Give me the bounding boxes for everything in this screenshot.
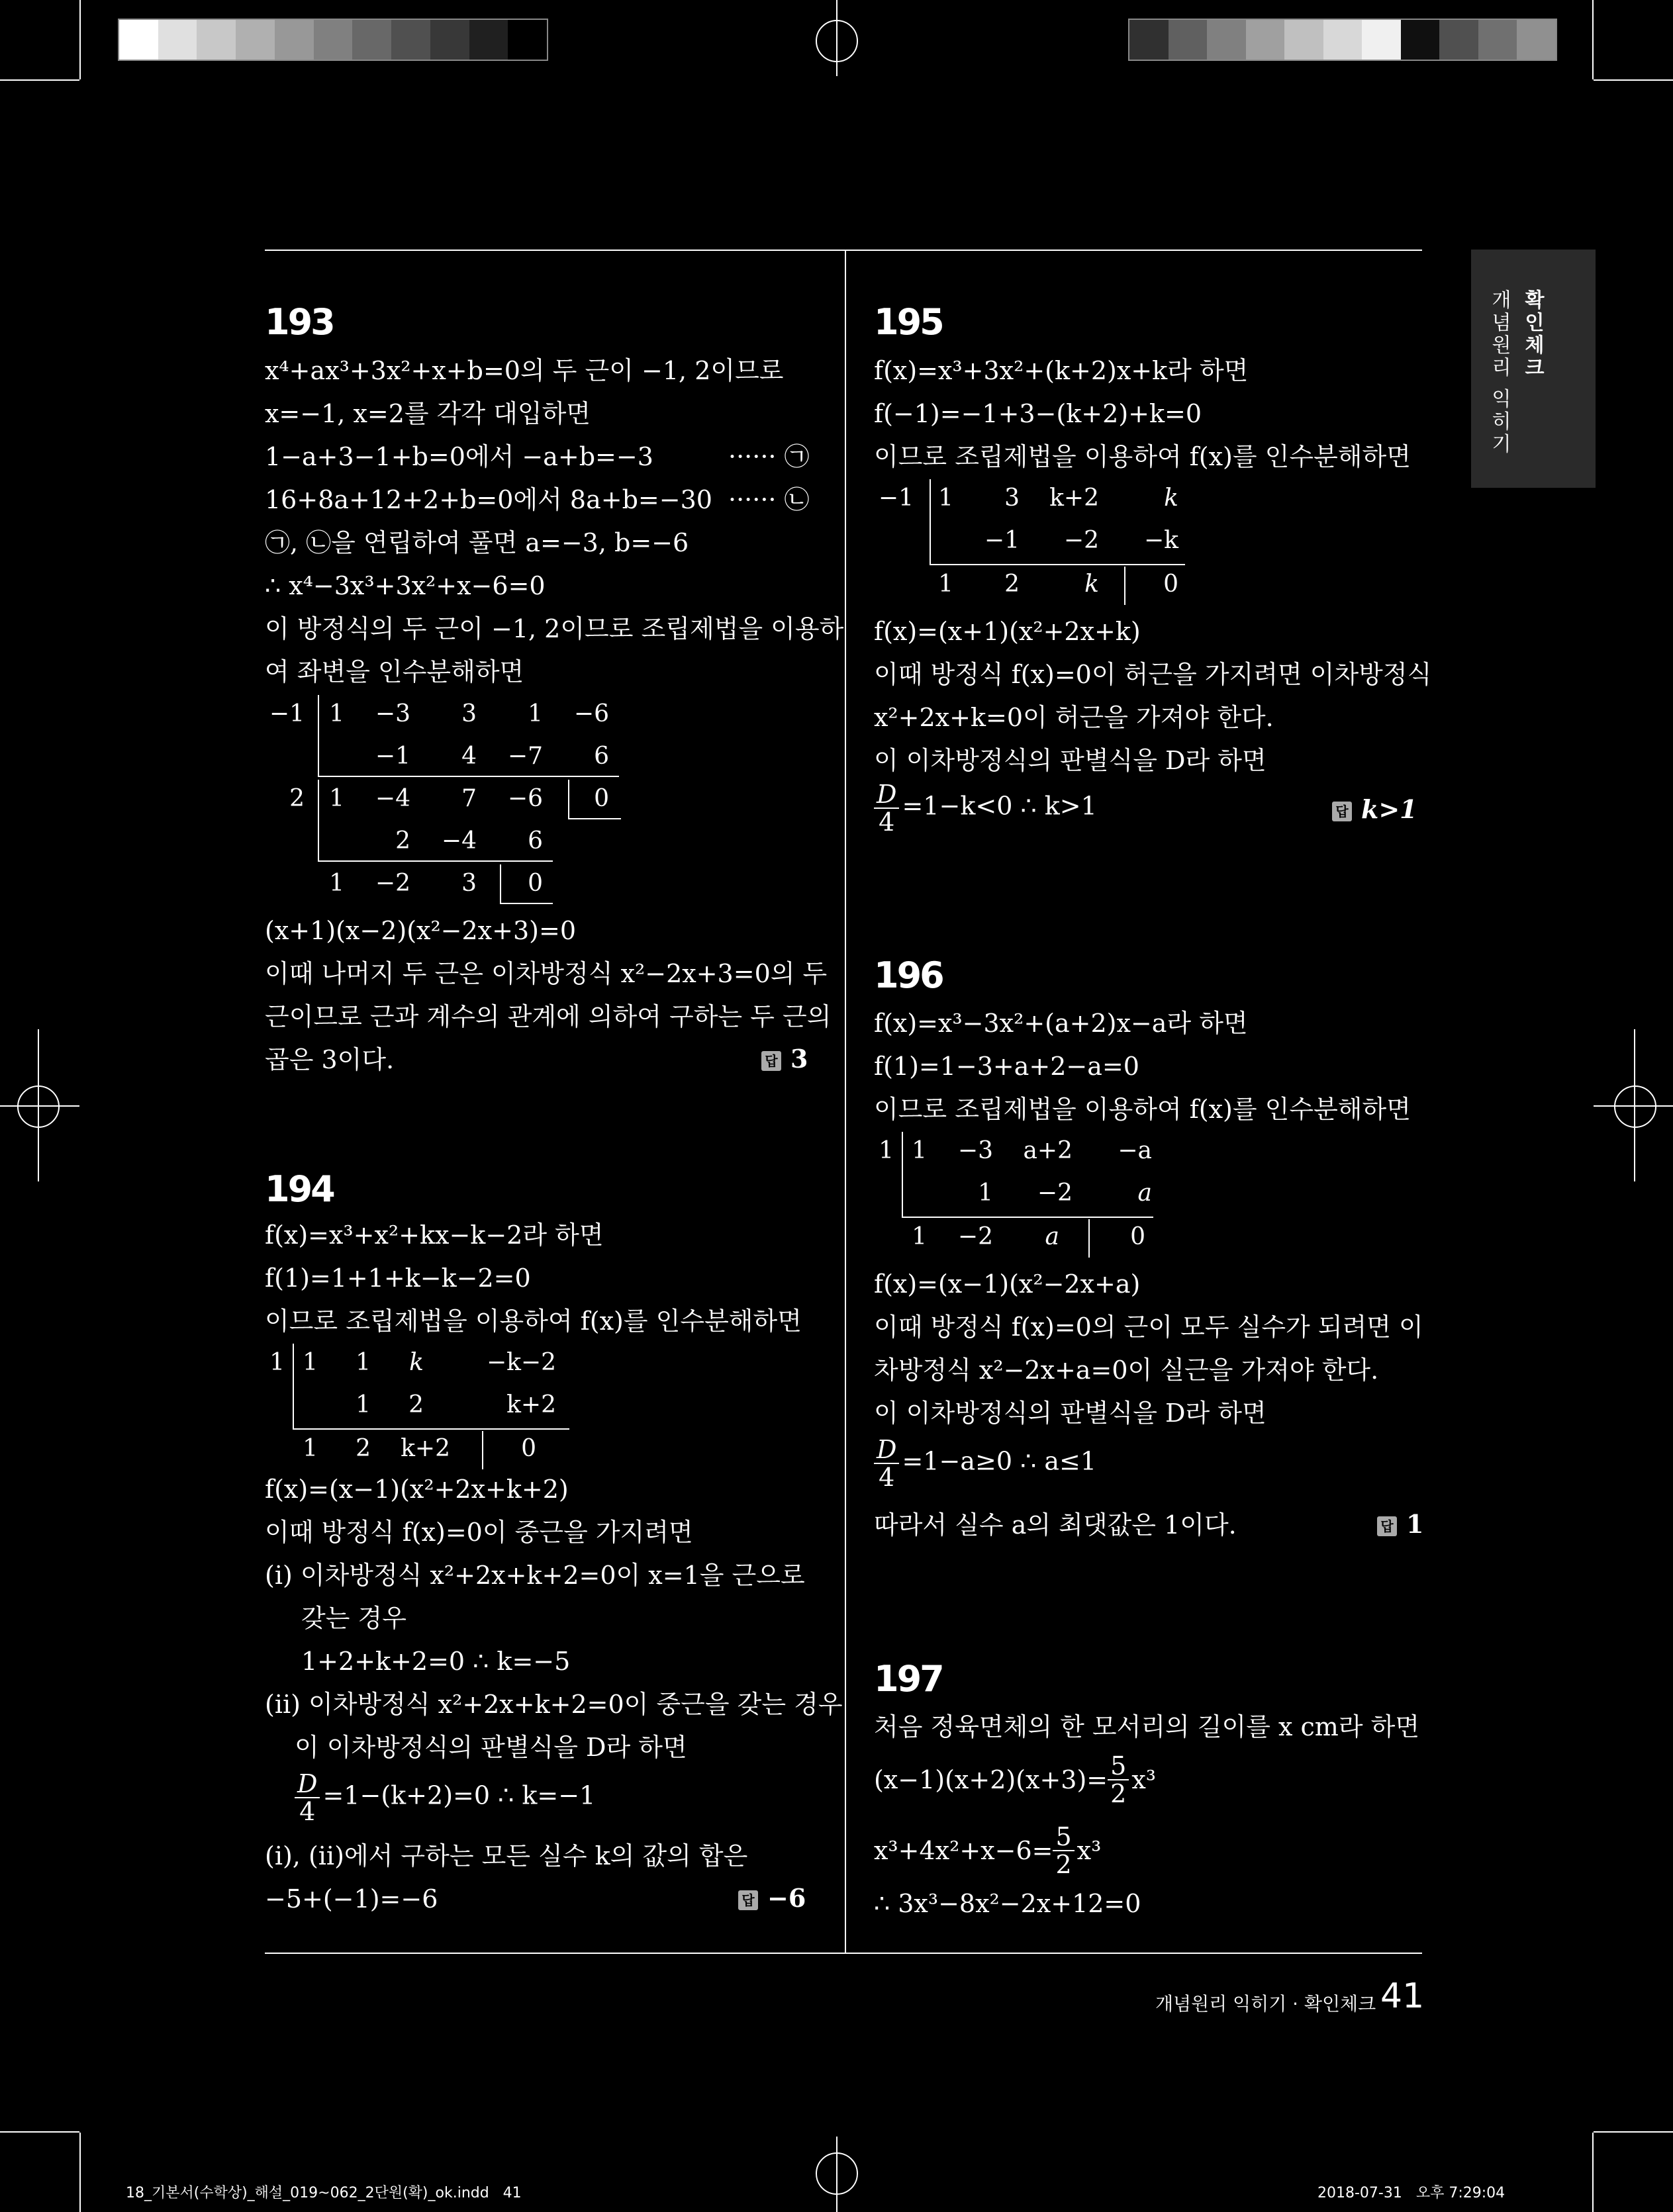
text-line: f(x)=(x−1)(x²+2x+k+2)	[265, 1475, 569, 1504]
cell: −4	[375, 785, 410, 812]
divisor: 2	[289, 785, 305, 812]
text-line: x⁴+ax³+3x²+x+b=0의 두 근이 −1, 2이므로	[265, 356, 784, 385]
text-line: 여 좌변을 인수분해하면	[265, 657, 524, 686]
fraction-line	[874, 781, 1097, 835]
cell: 7	[461, 785, 477, 812]
cell: 1	[329, 870, 344, 897]
cell: k+2	[1049, 484, 1099, 512]
text-line: 16+8a+12+2+b=0에서 8a+b=−30	[265, 485, 712, 514]
cell: 6	[594, 743, 609, 770]
cell: 1	[303, 1349, 318, 1376]
problem-number: 197	[874, 1658, 943, 1700]
footer-label: 개념원리 익히기 · 확인체크	[1155, 1993, 1376, 2015]
remainder: 0	[521, 1435, 536, 1462]
text-line: (ⅰ), (ⅱ)에서 구하는 모든 실수 k의 값의 합은	[265, 1841, 748, 1870]
problem-number: 195	[874, 301, 943, 343]
text-line: x³+4x²+x−6=	[874, 1836, 1053, 1865]
cell: 1	[938, 484, 953, 512]
answer-value: k>1	[1361, 794, 1417, 824]
cell: 2	[395, 827, 410, 854]
text-line: =1−k<0 ∴ k>1	[902, 791, 1097, 821]
text-line: (x−1)(x+2)(x+3)=	[874, 1765, 1108, 1794]
cell: −1	[375, 743, 410, 770]
text-line: f(x)=x³+x²+kx−k−2라 하면	[265, 1221, 604, 1250]
fraction-denominator: 2	[1110, 1779, 1127, 1808]
answer-badge: 답	[761, 1051, 781, 1071]
text-line: 1+2+k+2=0 ∴ k=−5	[301, 1647, 571, 1676]
text-line: 이므로 조립제법을 이용하여 f(x)를 인수분해하면	[874, 1095, 1411, 1124]
text-line: 처음 정육면체의 한 모서리의 길이를 x cm라 하면	[874, 1712, 1420, 1741]
fraction-numerator: 5	[1053, 1823, 1074, 1851]
answer-badge: 답	[1332, 802, 1352, 821]
cell: 3	[1004, 484, 1020, 512]
cell: −2	[1037, 1179, 1073, 1207]
cell: −1	[984, 527, 1020, 554]
text-line: 이때 방정식 f(x)=0이 중근을 가지려면	[265, 1518, 693, 1547]
remainder: 0	[1163, 571, 1178, 598]
page-number: 41	[1380, 1976, 1425, 2016]
fraction-denominator: 4	[879, 1463, 895, 1492]
cell: k	[409, 1349, 424, 1376]
bottom-rule	[265, 1953, 1422, 1954]
text-line: f(1)=1−3+a+2−a=0	[874, 1052, 1139, 1081]
cell: a	[1137, 1179, 1152, 1207]
color-bar-right	[1128, 19, 1557, 61]
side-tab-line2: 개념원리 익히기	[1488, 289, 1511, 456]
cell: 3	[461, 700, 477, 727]
fraction-numerator: D	[295, 1771, 320, 1798]
text-line: 1−a+3−1+b=0에서 −a+b=−3	[265, 442, 653, 471]
fraction-line	[874, 1753, 1156, 1807]
problem-number: 193	[265, 301, 334, 343]
answer	[1332, 794, 1417, 824]
cell: −7	[507, 743, 543, 770]
cell: 2	[1004, 571, 1020, 598]
text-line: 이므로 조립제법을 이용하여 f(x)를 인수분해하면	[265, 1307, 802, 1336]
text-line: ∴ 3x³−8x²−2x+12=0	[874, 1889, 1141, 1918]
text-line: 차방정식 x²−2x+a=0이 실근을 가져야 한다.	[874, 1356, 1379, 1385]
fraction-line	[295, 1771, 595, 1825]
text-line: ∴ x⁴−3x³+3x²+x−6=0	[265, 571, 546, 600]
cell: 1	[912, 1137, 927, 1164]
cell: a+2	[1023, 1137, 1073, 1164]
text-line: 따라서 실수 a의 최댓값은 1이다.	[874, 1510, 1237, 1540]
text-line: x³	[1076, 1836, 1102, 1865]
text-line: x²+2x+k=0이 허근을 가져야 한다.	[874, 703, 1274, 732]
cell: 6	[528, 827, 543, 854]
divisor: −1	[269, 700, 305, 727]
text-line: =1−a≥0 ∴ a≤1	[902, 1446, 1097, 1476]
text-line: f(x)=(x+1)(x²+2x+k)	[874, 617, 1141, 646]
cell: −4	[441, 827, 477, 854]
cell: 1	[329, 785, 344, 812]
problem-number: 196	[874, 954, 943, 996]
cell: k	[1084, 571, 1099, 598]
synthetic-division-193	[265, 695, 636, 913]
synthetic-division-196	[874, 1132, 1192, 1264]
fraction-numerator: D	[874, 781, 899, 809]
cell: −k−2	[486, 1349, 556, 1376]
divisor: 1	[269, 1349, 285, 1376]
cell: 1	[356, 1391, 371, 1418]
fraction-denominator: 4	[299, 1797, 316, 1826]
column-divider	[845, 250, 846, 1954]
fraction-denominator: 2	[1055, 1850, 1072, 1879]
text-line: 이때 나머지 두 근은 이차방정식 x²−2x+3=0의 두	[265, 959, 828, 988]
fraction-numerator: D	[874, 1436, 899, 1464]
cell: −6	[573, 700, 609, 727]
fraction-denominator: 4	[879, 807, 895, 837]
text-line: f(x)=x³+3x²+(k+2)x+k라 하면	[874, 356, 1249, 385]
synthetic-division-194	[265, 1344, 583, 1476]
answer-badge: 답	[1377, 1516, 1397, 1536]
text-line: (ⅱ) 이차방정식 x²+2x+k+2=0이 중근을 갖는 경우	[265, 1690, 843, 1719]
equation-tag: ······ ㉡	[728, 485, 810, 514]
text-line: ㉠, ㉡을 연립하여 풀면 a=−3, b=−6	[265, 528, 689, 557]
answer-value: 1	[1406, 1509, 1424, 1539]
cell: a	[1045, 1223, 1059, 1250]
synthetic-division-195	[874, 479, 1205, 612]
cell: 1	[329, 700, 344, 727]
cell: k+2	[401, 1435, 450, 1462]
text-line: 이 방정식의 두 근이 −1, 2이므로 조립제법을 이용하	[265, 614, 844, 643]
answer	[738, 1883, 806, 1913]
problem-number: 194	[265, 1168, 334, 1210]
cell: −k	[1144, 527, 1178, 554]
answer-badge: 답	[738, 1890, 758, 1910]
text-line: f(x)=(x−1)(x²−2x+a)	[874, 1269, 1141, 1299]
remainder: 0	[528, 870, 543, 897]
answer	[1377, 1509, 1423, 1539]
text-line: 이 이차방정식의 판별식을 D라 하면	[874, 1399, 1267, 1428]
cell: 1	[528, 700, 543, 727]
cell: k+2	[506, 1391, 556, 1418]
text-line: x³	[1131, 1765, 1156, 1794]
text-line: (ⅰ) 이차방정식 x²+2x+k+2=0이 x=1을 근으로	[265, 1561, 805, 1590]
text-line: f(−1)=−1+3−(k+2)+k=0	[874, 399, 1202, 428]
cell: −3	[375, 700, 410, 727]
cell: −2	[1063, 527, 1099, 554]
divisor: 1	[879, 1137, 894, 1164]
answer-value: −6	[767, 1883, 806, 1913]
cell: 1	[978, 1179, 993, 1207]
cell: −a	[1118, 1137, 1152, 1164]
cell: −6	[507, 785, 543, 812]
answer	[761, 1044, 808, 1074]
text-line: f(1)=1+1+k−k−2=0	[265, 1264, 531, 1293]
answer-value: 3	[790, 1044, 808, 1074]
cell: k	[1164, 484, 1178, 512]
text-line: 갖는 경우	[301, 1604, 406, 1633]
remainder: 0	[594, 785, 609, 812]
cell: 1	[938, 571, 953, 598]
cell: 2	[408, 1391, 424, 1418]
cell: 1	[912, 1223, 927, 1250]
text-line: 이때 방정식 f(x)=0의 근이 모두 실수가 되려면 이	[874, 1313, 1423, 1342]
top-rule	[265, 250, 1422, 251]
text-line: 이때 방정식 f(x)=0이 허근을 가지려면 이차방정식	[874, 660, 1432, 689]
cell: 1	[303, 1435, 318, 1462]
print-date-info: 2018-07-31 오후 7:29:04	[1317, 2185, 1506, 2201]
text-line: 근이므로 근과 계수의 관계에 의하여 구하는 두 근의	[265, 1002, 832, 1031]
text-line: 이 이차방정식의 판별식을 D라 하면	[295, 1733, 687, 1762]
cell: 2	[356, 1435, 371, 1462]
text-line: 이 이차방정식의 판별식을 D라 하면	[874, 746, 1267, 775]
side-tab	[1471, 250, 1596, 488]
text-line: 곱은 3이다.	[265, 1045, 395, 1074]
text-line: x=−1, x=2를 각각 대입하면	[265, 399, 591, 428]
cell: −2	[375, 870, 410, 897]
cell: −3	[957, 1137, 993, 1164]
fraction-line	[874, 1823, 1101, 1878]
cell: 3	[461, 870, 477, 897]
cell: 1	[356, 1349, 371, 1376]
remainder: 0	[1130, 1223, 1145, 1250]
text-line: f(x)=x³−3x²+(a+2)x−a라 하면	[874, 1009, 1248, 1038]
text-line: (x+1)(x−2)(x²−2x+3)=0	[265, 916, 576, 945]
cell: −2	[957, 1223, 993, 1250]
text-line: 이므로 조립제법을 이용하여 f(x)를 인수분해하면	[874, 442, 1411, 471]
cell: 4	[461, 743, 477, 770]
side-tab-line1: 확인체크	[1521, 289, 1544, 379]
fraction-numerator: 5	[1108, 1753, 1129, 1780]
equation-tag: ······ ㉠	[728, 442, 810, 471]
color-bar-left	[118, 19, 548, 61]
text-line: −5+(−1)=−6	[265, 1884, 438, 1913]
divisor: −1	[878, 484, 914, 512]
fraction-line	[874, 1436, 1096, 1491]
print-file-info: 18_기본서(수학상)_해설_019~062_2단원(확)_ok.indd 41	[126, 2185, 522, 2201]
text-line: =1−(k+2)=0 ∴ k=−1	[322, 1780, 596, 1810]
